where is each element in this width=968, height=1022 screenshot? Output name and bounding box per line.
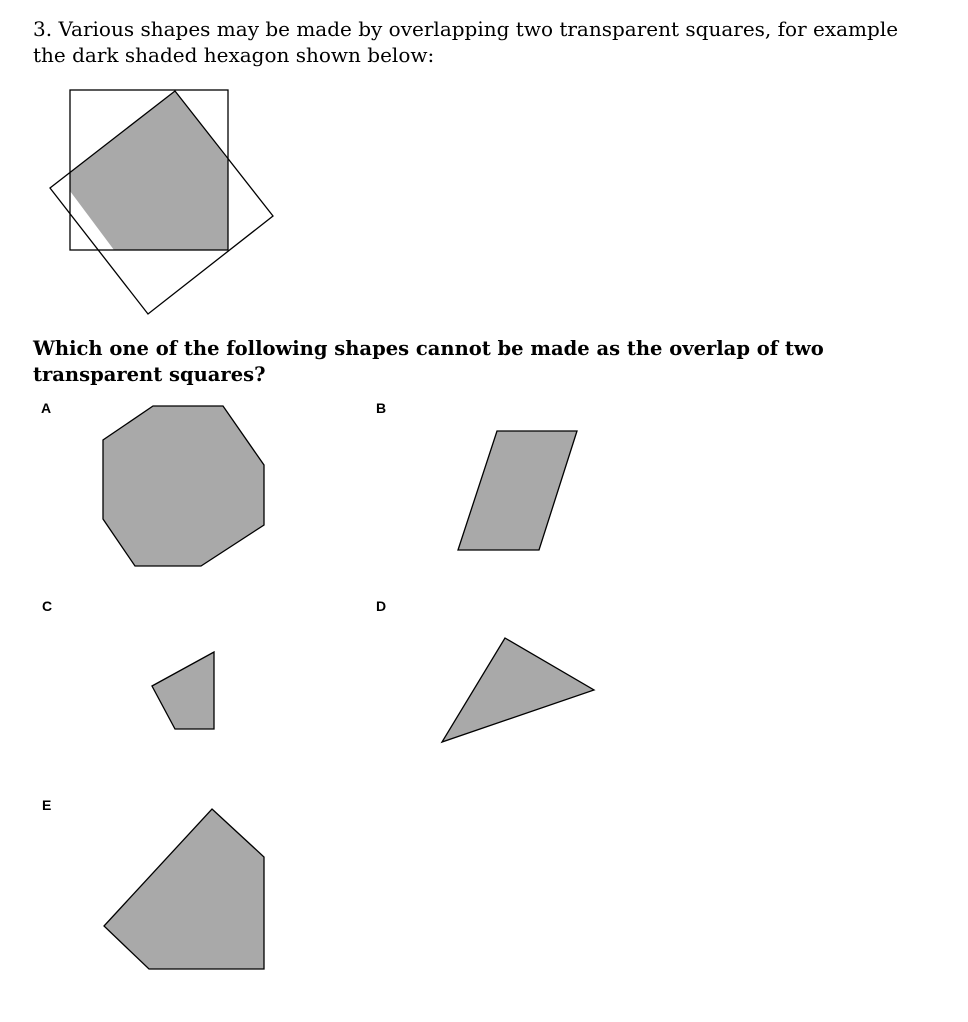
option-a-label: A xyxy=(41,400,52,416)
prompt-text: Which one of the following shapes cannot be made as the overlap of two transparent squares? xyxy=(33,337,824,386)
option-d-triangle[interactable] xyxy=(442,638,594,742)
option-b-parallelogram[interactable] xyxy=(458,431,577,550)
option-c-label: C xyxy=(42,598,53,614)
option-a-octagon[interactable] xyxy=(103,406,264,566)
option-b-label: B xyxy=(376,400,387,416)
option-e-label: E xyxy=(42,797,52,813)
option-e-pentagon[interactable] xyxy=(104,809,264,969)
option-c-quadrilateral[interactable] xyxy=(152,652,214,729)
option-d-label: D xyxy=(376,598,387,614)
question-text: 3. Various shapes may be made by overlapping two transparent squares, for example the dark shaded hexagon shown below: xyxy=(33,17,899,67)
